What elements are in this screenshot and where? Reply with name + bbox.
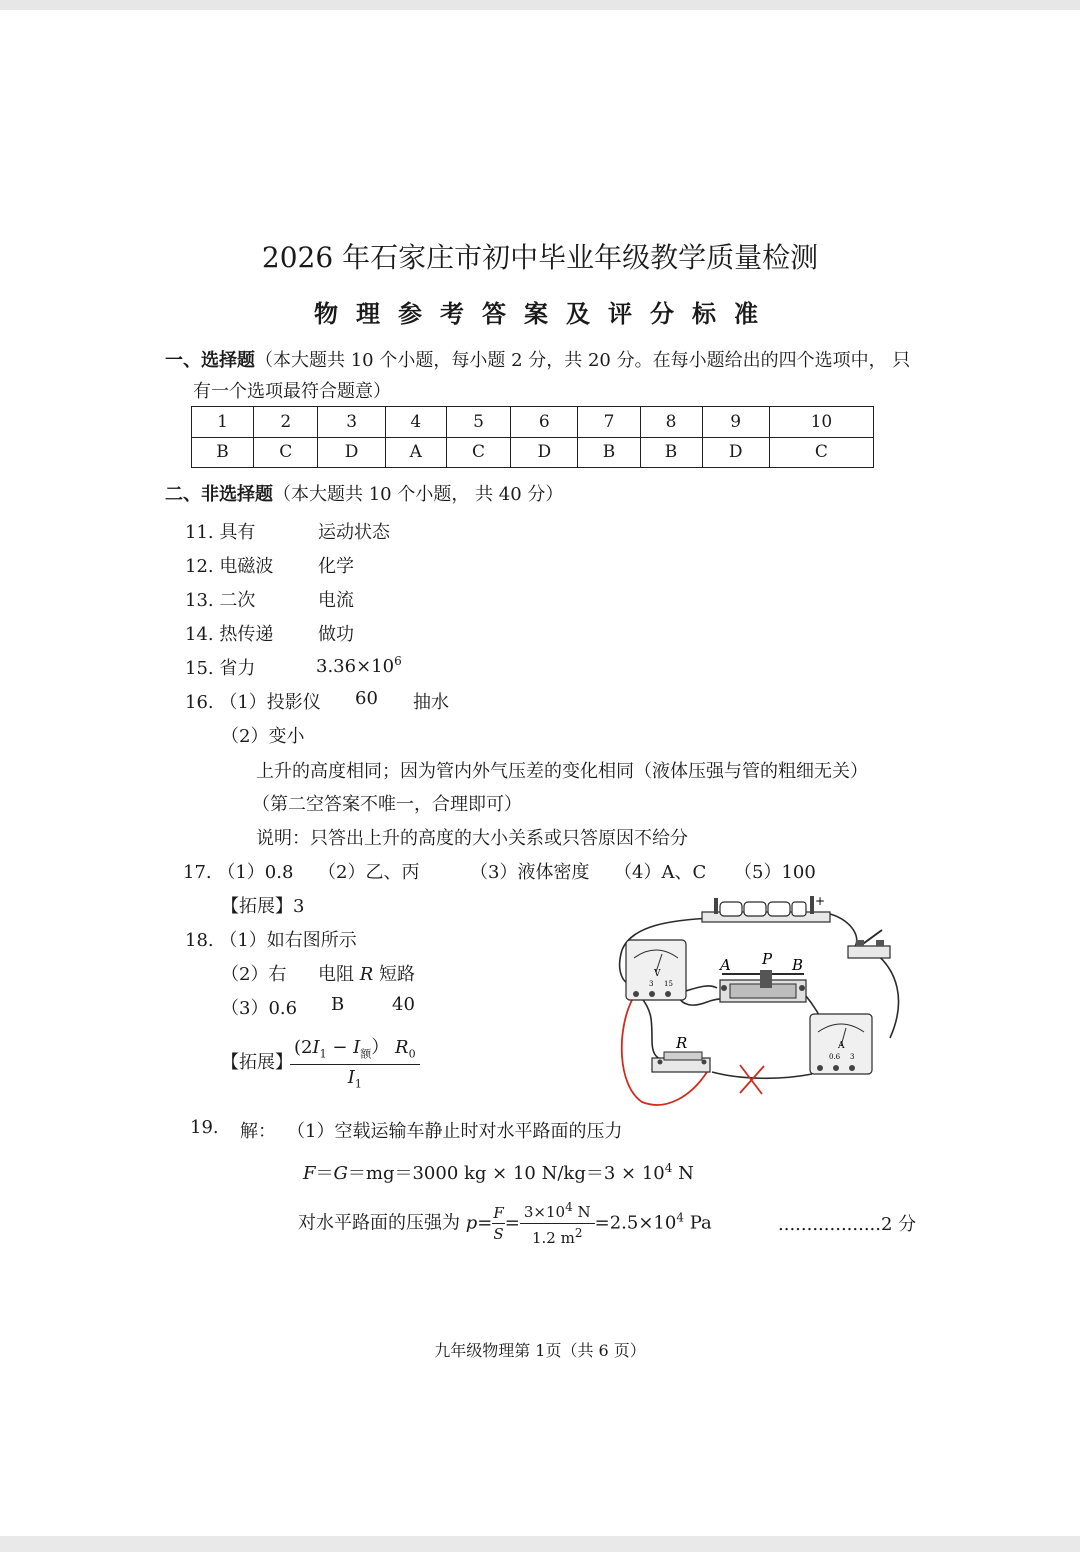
q17-part2: （2）乙、丙 (318, 862, 420, 883)
q11-answer: 运动状态 (318, 522, 390, 543)
battery (702, 896, 830, 922)
eq-symbol: S (493, 1225, 504, 1243)
q15-answer-exp: 6 (394, 654, 402, 668)
q18-part1: 18. （1）如右图所示 (185, 930, 357, 951)
section1-heading: 一、选择题 (165, 350, 255, 371)
eq-exponent: 4 (676, 1210, 684, 1225)
formula-subscript: 额 (360, 1047, 372, 1061)
section1-desc-line2: 有一个选项最符合题意） (193, 381, 391, 402)
table-cell: D (702, 437, 769, 468)
answer-table-answer-row (192, 437, 874, 468)
rheostat-label-p: P (762, 950, 773, 968)
table-cell: B (578, 437, 640, 468)
battery-plus-label: + (815, 894, 826, 908)
resistor-label: R (676, 1034, 688, 1052)
q17-part4: （4）A、C (614, 862, 707, 883)
eq-symbol: p (465, 1212, 478, 1234)
q15-answer (316, 654, 402, 677)
formula-subscript: 1 (319, 1047, 327, 1061)
table-cell: D (511, 437, 578, 468)
bottom-border (0, 1536, 1080, 1552)
eq-part: = (477, 1212, 493, 1234)
q19-equation2 (298, 1200, 712, 1247)
section2-desc: （本大题共 10 个小题， 共 40 分） (273, 484, 564, 505)
formula-part: − (326, 1037, 354, 1058)
resistor (652, 1052, 710, 1072)
q19-part1: （1）空载运输车静止时对水平路面的压力 (287, 1121, 623, 1142)
q17-part5: （5）100 (734, 862, 816, 883)
formula-symbol: I (312, 1037, 320, 1058)
table-cell: 7 (578, 407, 640, 438)
q16-line3: 说明：只答出上升的高度的大小关系或只答原因不给分 (256, 828, 688, 849)
page-title: 2026 年石家庄市初中毕业年级教学质量检测 (261, 241, 819, 274)
fraction-numerator (492, 1204, 504, 1224)
formula-symbol: I (347, 1066, 355, 1088)
eq-part: 对水平路面的压强为 (298, 1212, 466, 1234)
rheostat-label-b: B (792, 956, 804, 974)
eq-part: ＝ (315, 1163, 334, 1184)
q17-part3: （3）液体密度 (470, 862, 590, 883)
rheostat (720, 970, 806, 1002)
q13-label: 13. 二次 (185, 590, 256, 611)
eq-part: N (572, 1203, 591, 1221)
q13-answer: 电流 (318, 590, 354, 611)
voltmeter-symbol: V (654, 969, 661, 979)
eq-part: =2.5×10 (594, 1212, 677, 1234)
q18-part2-label: （2）右 (221, 964, 287, 985)
answer-table-number-row (192, 407, 874, 438)
q18-part3-answer3: 40 (392, 994, 415, 1015)
eq-part: ＝mg＝3000 kg × 10 N/kg＝3 × 10 (347, 1163, 665, 1184)
page-footer: 九年级物理第 1页（共 6 页） (434, 1341, 646, 1360)
fraction-denominator (492, 1224, 504, 1243)
fraction (520, 1200, 595, 1247)
table-cell: C (769, 437, 873, 468)
eq-symbol: F (303, 1163, 316, 1184)
q18-extension-label: 【拓展】 (221, 1052, 293, 1073)
q19-number: 19. (190, 1117, 219, 1138)
q17-part1: 17. （1）0.8 (183, 862, 294, 883)
table-cell: D (318, 437, 385, 468)
q17-extension: 【拓展】3 (221, 896, 305, 917)
q12-label: 12. 电磁波 (185, 556, 274, 577)
formula-part: ） (371, 1037, 395, 1058)
fraction (290, 1033, 420, 1090)
q18-part2-symbol: R (359, 964, 374, 985)
table-cell: C (254, 437, 318, 468)
q18-part2-text: 电阻 (318, 964, 354, 985)
section1-header (165, 346, 910, 372)
table-cell: 6 (511, 407, 578, 438)
q18-part3-label: （3）0.6 (221, 998, 298, 1019)
ammeter-scale-high: 3 (850, 1053, 855, 1061)
q15-label: 15. 省力 (185, 658, 256, 679)
q12-answer: 化学 (318, 556, 354, 577)
ammeter-symbol: A (838, 1041, 845, 1051)
table-cell: 2 (254, 407, 318, 438)
fraction-denominator (290, 1065, 420, 1091)
table-cell: 5 (446, 407, 510, 438)
page-subtitle: 物理参考答案及评分标准 (314, 299, 776, 328)
eq-symbol: F (493, 1204, 504, 1222)
q19-score: ..................2 分 (778, 1214, 917, 1235)
q16-line2: （第二空答案不唯一，合理即可） (252, 794, 522, 815)
eq-exponent: 2 (574, 1226, 583, 1240)
table-cell: 8 (640, 407, 702, 438)
q18-part3-answer2: B (331, 994, 345, 1015)
q18-part2-suffix: 短路 (373, 964, 416, 985)
q16-line1: 上升的高度相同；因为管内外气压差的变化相同（液体压强与管的粗细无关） (256, 761, 868, 782)
formula-subscript: 0 (408, 1047, 416, 1061)
fraction-numerator (290, 1033, 420, 1065)
formula-symbol: R (395, 1037, 409, 1058)
q11-label: 11. 具有 (185, 522, 256, 543)
answer-table (191, 406, 874, 468)
eq-part: N (672, 1163, 694, 1184)
table-cell: 10 (769, 407, 873, 438)
table-cell: 1 (192, 407, 254, 438)
eq-exponent: 4 (565, 1200, 573, 1214)
formula-symbol: I (353, 1037, 361, 1058)
table-cell: B (192, 437, 254, 468)
voltmeter-scale-low: 3 (649, 980, 654, 988)
eq-part: 3×10 (523, 1203, 566, 1221)
q16-part1-answer2: 60 (355, 688, 378, 709)
eq-exponent: 4 (664, 1161, 673, 1175)
formula-part: (2 (294, 1037, 313, 1058)
eq-part: 1.2 m (532, 1229, 575, 1247)
q19-equation1 (303, 1159, 694, 1185)
voltmeter-scale-high: 15 (664, 980, 673, 988)
fraction-numerator (520, 1200, 595, 1224)
formula-subscript: 1 (354, 1077, 362, 1091)
switch (848, 930, 890, 958)
q14-label: 14. 热传递 (185, 624, 274, 645)
q18-part2-answer (318, 960, 415, 986)
q16-part2-label: （2）变小 (221, 726, 305, 747)
table-cell: A (385, 437, 446, 468)
q14-answer: 做功 (318, 624, 354, 645)
fraction-denominator (520, 1224, 595, 1247)
table-cell: 9 (702, 407, 769, 438)
fraction (492, 1204, 504, 1243)
table-cell: C (446, 437, 510, 468)
q18-extension-formula (290, 1033, 420, 1090)
section1-desc-line1: （本大题共 10 个小题，每小题 2 分，共 20 分。在每小题给出的四个选项中， 只 (255, 350, 911, 371)
q16-part1-answer3: 抽水 (413, 692, 449, 713)
q16-part1-label: 16. （1）投影仪 (185, 692, 321, 713)
section2-heading: 二、非选择题 (165, 484, 273, 505)
q15-answer-base: 3.36×10 (316, 656, 395, 677)
eq-part: = (504, 1212, 520, 1234)
table-cell: B (640, 437, 702, 468)
table-cell: 3 (318, 407, 385, 438)
ammeter-scale-low: 0.6 (829, 1053, 841, 1061)
eq-symbol: G (333, 1163, 348, 1184)
eq-part: Pa (683, 1212, 712, 1234)
cross-mark (740, 1065, 764, 1094)
section2-header (165, 480, 563, 506)
q19-solution-label: 解： (240, 1121, 276, 1142)
table-cell: 4 (385, 407, 446, 438)
rheostat-label-a: A (720, 956, 731, 974)
top-border (0, 0, 1080, 10)
circuit-diagram (612, 890, 912, 1112)
